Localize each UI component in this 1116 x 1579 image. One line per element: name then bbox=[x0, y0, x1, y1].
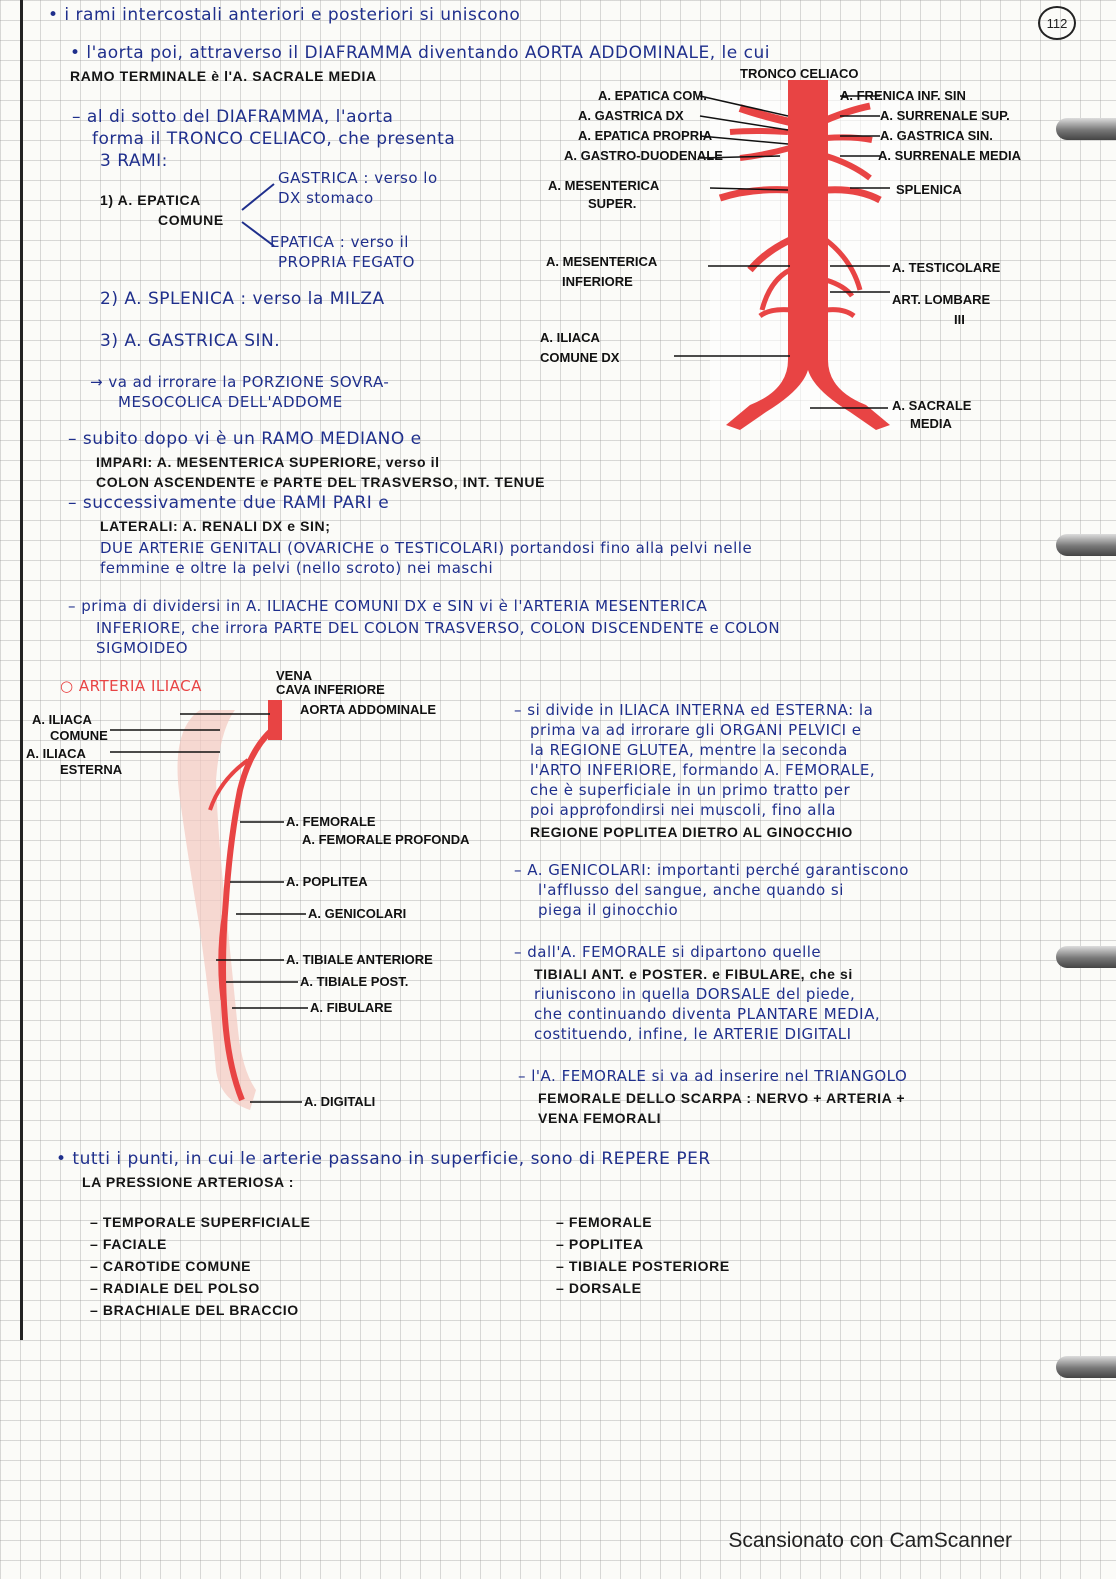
note-line: • i rami intercostali anteriori e posteriori si uniscono bbox=[48, 5, 521, 25]
note-line: – prima di dividersi in A. ILIACHE COMUNI DX e SIN vi è l'ARTERIA MESENTERICA bbox=[68, 597, 708, 615]
label-iliaca-comune: A. ILIACA bbox=[32, 712, 92, 727]
pulse-list-item: – POPLITEA bbox=[556, 1236, 644, 1252]
pulse-list-item: – FACIALE bbox=[90, 1236, 167, 1252]
label-femorale-profonda: A. FEMORALE PROFONDA bbox=[302, 832, 470, 847]
label-tronco-celiaco: TRONCO CELIACO bbox=[740, 66, 859, 81]
label-mesenterica-inf-2: INFERIORE bbox=[562, 274, 633, 289]
binder-ring bbox=[1056, 118, 1116, 140]
note-line: prima va ad irrorare gli ORGANI PELVICI e bbox=[530, 721, 862, 739]
label-surrenale-sup: A. SURRENALE SUP. bbox=[880, 108, 1010, 123]
note-line: • tutti i punti, in cui le arterie passano in superficie, sono di REPERE PER bbox=[56, 1149, 711, 1169]
label-lombare-num: III bbox=[954, 312, 965, 327]
label-iliaca-esterna: A. ILIACA bbox=[26, 746, 86, 761]
note-line: forma il TRONCO CELIACO, che presenta bbox=[92, 129, 456, 149]
pulse-list-item: – TEMPORALE SUPERFICIALE bbox=[90, 1214, 311, 1230]
binder-ring bbox=[1056, 1356, 1116, 1378]
label-poplitea: A. POPLITEA bbox=[286, 874, 368, 889]
label-gastrica-sin: A. GASTRICA SIN. bbox=[880, 128, 993, 143]
note-line: 2) A. SPLENICA : verso la MILZA bbox=[100, 289, 385, 309]
label-iliaca-esterna-2: ESTERNA bbox=[60, 762, 123, 777]
label-iliaca-comune-dx-2: COMUNE DX bbox=[540, 350, 620, 365]
note-line: PROPRIA FEGATO bbox=[278, 253, 415, 271]
leg-arteries-diagram bbox=[20, 670, 540, 1130]
note-line: poi approfondirsi nei muscoli, fino alla bbox=[530, 801, 836, 819]
note-line: l'afflusso del sangue, anche quando si bbox=[538, 881, 844, 899]
note-line: riuniscono in quella DORSALE del piede, bbox=[534, 985, 856, 1003]
note-line: – al di sotto del DIAFRAMMA, l'aorta bbox=[72, 107, 394, 127]
label-mesenterica-sup: A. MESENTERICA bbox=[548, 178, 660, 193]
note-line: INFERIORE, che irrora PARTE DEL COLON TRASVERSO, COLON DISCENDENTE e COLON bbox=[96, 619, 781, 637]
note-line: femmine e oltre la pelvi (nello scroto) nei maschi bbox=[100, 559, 494, 577]
note-line: l'ARTO INFERIORE, formando A. FEMORALE, bbox=[530, 761, 876, 779]
abdominal-aorta-diagram bbox=[540, 60, 1060, 440]
label-testicolare: A. TESTICOLARE bbox=[892, 260, 1001, 275]
label-surrenale-media: A. SURRENALE MEDIA bbox=[878, 148, 1022, 163]
note-line: REGIONE POPLITEA DIETRO AL GINOCCHIO bbox=[530, 824, 853, 840]
note-line: 3) A. GASTRICA SIN. bbox=[100, 331, 281, 351]
pulse-list-item: – FEMORALE bbox=[556, 1214, 653, 1230]
note-line: – l'A. FEMORALE si va ad inserire nel TRIANGOLO bbox=[518, 1067, 908, 1085]
note-line: • l'aorta poi, attraverso il DIAFRAMMA diventando AORTA ADDOMINALE, le cui bbox=[70, 43, 770, 63]
branch-arrows bbox=[240, 180, 280, 250]
page-number: 112 bbox=[1038, 6, 1076, 40]
label-sacrale: A. SACRALE bbox=[892, 398, 972, 413]
scanner-watermark: Scansionato con CamScanner bbox=[728, 1529, 1012, 1552]
label-splenica: SPLENICA bbox=[896, 182, 962, 197]
label-lombare: ART. LOMBARE bbox=[892, 292, 991, 307]
note-line: SIGMOIDEO bbox=[96, 639, 189, 657]
pulse-list-item: – DORSALE bbox=[556, 1280, 642, 1296]
note-line: 3 RAMI: bbox=[100, 151, 168, 171]
note-line: costituendo, infine, le ARTERIE DIGITALI bbox=[534, 1025, 852, 1043]
pulse-list-item: – BRACHIALE DEL BRACCIO bbox=[90, 1302, 299, 1318]
label-sacrale-2: MEDIA bbox=[910, 416, 952, 431]
note-line: che è superficiale in un primo tratto per bbox=[530, 781, 851, 799]
pulse-list-item: – TIBIALE POSTERIORE bbox=[556, 1258, 730, 1274]
note-line: piega il ginocchio bbox=[538, 901, 679, 919]
label-tibiale-post: A. TIBIALE POST. bbox=[300, 974, 409, 989]
note-line: – subito dopo vi è un RAMO MEDIANO e bbox=[68, 429, 422, 449]
binder-ring bbox=[1056, 534, 1116, 556]
note-line: che continuando diventa PLANTARE MEDIA, bbox=[534, 1005, 881, 1023]
note-line: la REGIONE GLUTEA, mentre la seconda bbox=[530, 741, 848, 759]
note-line: – successivamente due RAMI PARI e bbox=[68, 493, 390, 513]
note-line: DUE ARTERIE GENITALI (OVARICHE o TESTICOLARI) portandosi fino alla pelvi nelle bbox=[100, 539, 753, 557]
note-line: LA PRESSIONE ARTERIOSA : bbox=[82, 1174, 294, 1190]
note-line: VENA FEMORALI bbox=[538, 1110, 662, 1126]
label-digitali: A. DIGITALI bbox=[304, 1094, 376, 1109]
note-line: GASTRICA : verso lo bbox=[278, 169, 438, 187]
note-line: LATERALI: A. RENALI DX e SIN; bbox=[100, 518, 331, 534]
label-femorale: A. FEMORALE bbox=[286, 814, 376, 829]
label-vena-cava: VENA bbox=[276, 668, 313, 683]
note-line: 1) A. EPATICA bbox=[100, 192, 201, 208]
note-line: RAMO TERMINALE è l'A. SACRALE MEDIA bbox=[70, 68, 377, 84]
note-line: FEMORALE DELLO SCARPA : NERVO + ARTERIA + bbox=[538, 1090, 906, 1106]
note-line: TIBIALI ANT. e POSTER. e FIBULARE, che si bbox=[534, 966, 853, 982]
note-line: → va ad irrorare la PORZIONE SOVRA- bbox=[90, 373, 390, 391]
note-line: – si divide in ILIACA INTERNA ed ESTERNA: la bbox=[514, 701, 874, 719]
note-line: DX stomaco bbox=[278, 189, 374, 207]
label-gastro-duodenale: A. GASTRO-DUODENALE bbox=[564, 148, 723, 163]
binder-ring bbox=[1056, 946, 1116, 968]
section-heading: ○ ARTERIA ILIACA bbox=[60, 677, 202, 695]
note-line: COMUNE bbox=[158, 212, 224, 228]
note-line: – dall'A. FEMORALE si dipartono quelle bbox=[514, 943, 822, 961]
pulse-list-item: – RADIALE DEL POLSO bbox=[90, 1280, 260, 1296]
label-epatica-com: A. EPATICA COM. bbox=[598, 88, 707, 103]
note-line: COLON ASCENDENTE e PARTE DEL TRASVERSO, INT. TENUE bbox=[96, 474, 546, 490]
label-epatica-propria: A. EPATICA PROPRIA bbox=[578, 128, 713, 143]
label-iliaca-comune-2: COMUNE bbox=[50, 728, 108, 743]
label-mesenterica-inf: A. MESENTERICA bbox=[546, 254, 658, 269]
label-fibulare: A. FIBULARE bbox=[310, 1000, 393, 1015]
label-mesenterica-sup-2: SUPER. bbox=[588, 196, 637, 211]
label-iliaca-comune-dx: A. ILIACA bbox=[540, 330, 600, 345]
note-line: MESOCOLICA DELL'ADDOME bbox=[118, 393, 343, 411]
label-genicolari: A. GENICOLARI bbox=[308, 906, 407, 921]
note-line: – A. GENICOLARI: importanti perché garantiscono bbox=[514, 861, 909, 879]
label-frenica: A. FRENICA INF. SIN bbox=[840, 88, 966, 103]
label-tibiale-ant: A. TIBIALE ANTERIORE bbox=[286, 952, 433, 967]
note-line: EPATICA : verso il bbox=[270, 233, 409, 251]
pulse-list-item: – CAROTIDE COMUNE bbox=[90, 1258, 252, 1274]
label-gastrica-dx: A. GASTRICA DX bbox=[578, 108, 684, 123]
label-aorta-addominale: AORTA ADDOMINALE bbox=[300, 702, 437, 717]
note-line: IMPARI: A. MESENTERICA SUPERIORE, verso il bbox=[96, 454, 440, 470]
label-vena-cava-2: CAVA INFERIORE bbox=[276, 682, 385, 697]
